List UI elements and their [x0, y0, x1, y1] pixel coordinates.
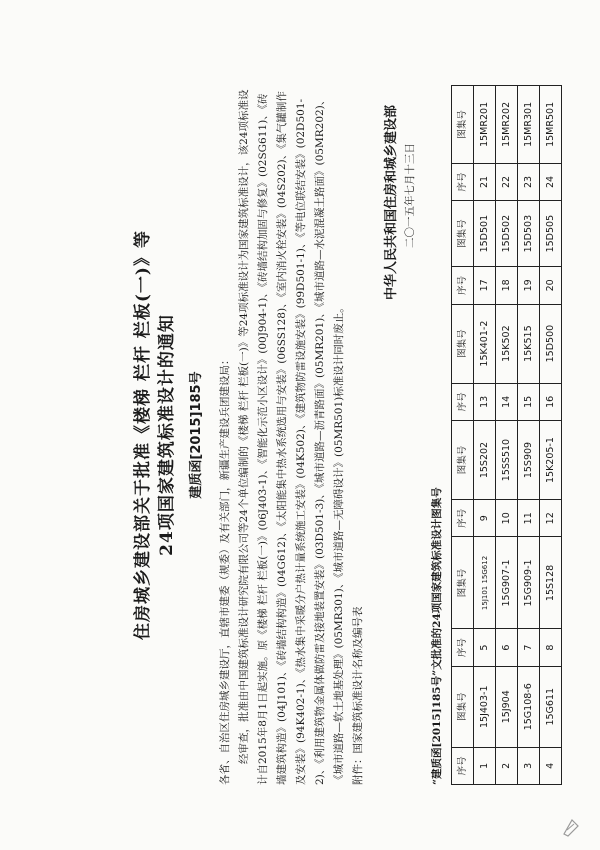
header-cell: 图集号 — [452, 420, 474, 499]
table-cell: 15K502 — [496, 304, 518, 383]
atlas-number-table — [451, 85, 562, 785]
table-cell: 15S128 — [540, 537, 562, 629]
table-cell: 15MR501 — [540, 86, 562, 164]
issue-date: 二〇一五年七月十三日 — [404, 143, 416, 248]
table-cell: 15MR202 — [496, 86, 518, 164]
header-cell: 图集号 — [452, 201, 474, 267]
table-cell: 15K401-2 — [474, 304, 496, 383]
table-cell: 15K515 — [518, 304, 540, 383]
issuer-signature: 中华人民共和国住房和城乡建设部 — [384, 105, 399, 301]
table-cell: 2 — [496, 747, 518, 784]
table-cell: 15MR301 — [518, 86, 540, 164]
table-cell: 1 — [474, 747, 496, 784]
table-cell: 15SS510 — [496, 420, 518, 499]
header-cell: 序号 — [452, 163, 474, 200]
title-line-2: 24项国家建筑标准设计的通知 — [157, 314, 177, 556]
document-number: 建质函[2015]185号 — [189, 371, 204, 499]
table-cell: 11 — [518, 500, 540, 537]
table-cell: 15MR201 — [474, 86, 496, 164]
table-cell: 15D500 — [540, 304, 562, 383]
table-cell: 5 — [474, 629, 496, 666]
table-cell: 15G108-6 — [518, 666, 540, 747]
table-cell: 6 — [496, 629, 518, 666]
table-cell: 20 — [540, 267, 562, 304]
header-cell: 序号 — [452, 267, 474, 304]
table-cell: 21 — [474, 163, 496, 200]
table-cell: 15D501 — [474, 201, 496, 267]
table-cell: 15S909 — [518, 420, 540, 499]
table-row — [540, 86, 562, 785]
table-header-row — [452, 86, 474, 785]
table-cell: 4 — [540, 747, 562, 784]
table-cell: 24 — [540, 163, 562, 200]
table-cell: 15D503 — [518, 201, 540, 267]
table-cell: 15G611 — [540, 666, 562, 747]
table-caption: “建质函[2015]185号”文批准的24项国家建筑标准设计图集号 — [431, 487, 443, 785]
table-cell: 15J403-1 — [474, 666, 496, 747]
table-cell: 14 — [496, 383, 518, 420]
table-cell: 19 — [518, 267, 540, 304]
header-cell: 图集号 — [452, 537, 474, 629]
table-cell: 15G907-1 — [496, 537, 518, 629]
table-cell: 15K205-1 — [540, 420, 562, 499]
header-cell: 图集号 — [452, 304, 474, 383]
header-cell: 图集号 — [452, 86, 474, 164]
table-cell: 15 — [518, 383, 540, 420]
table-cell: 18 — [496, 267, 518, 304]
table-cell: 15D505 — [540, 201, 562, 267]
table-cell: 8 — [540, 629, 562, 666]
addressee-paragraph: 各省、自治区住房城乡建设厅，直辖市建委（规委）及有关部门，新疆生产建设兵团建设局： — [219, 354, 231, 785]
body-paragraph: 经审查，批准由中国建筑标准设计研究院有限公司等24个单位编制的《楼梯 栏杆 栏板(一)》等24项标准设计为国家建筑标准设计，该24项标准设计自2015年8月1日起实施。原《楼梯 栏杆 栏板(一)》(06J403-1)、《智能化示范小区设计》(00J904-1)、《砖墙结构加固与修复》(02SG611)、《砖墙建筑构造》(04J101)、《砖墙结构构造》(04G612)、《太阳能集中热水系统选用与安装》(06SS128)、《室内消火栓安装》(04S202)、《集气罐制作及安装》(94K402-1)、《热水集中采暖分户热计量系统施工安装》(04K502)、《建筑物防雷设施安装》(99D501-1)、《等电位联结安装》(02D501-2)、《利用建筑物金属体做防雷及接地装置安装》(03D501-3)、《城市道路—沥青路面》(05MR201)、《城市道路—水泥混凝土路面》(05MR202)、《城市道路—软土地基处理》(05MR301)、《城市道路—无障碍设计》(05MR501)标准设计同时废止。 — [238, 89, 345, 785]
table-cell: 22 — [496, 163, 518, 200]
header-cell: 序号 — [452, 747, 474, 784]
title-line-1: 住房城乡建设部关于批准《楼梯 栏杆 栏板(一)》等 — [133, 230, 153, 640]
header-cell: 图集号 — [452, 666, 474, 747]
notice-title — [131, 85, 179, 785]
attachment-note: 附件：国家建筑标准设计名称及编号表 — [352, 606, 364, 785]
table-cell: 13 — [474, 383, 496, 420]
header-cell: 序号 — [452, 383, 474, 420]
table-cell: 17 — [474, 267, 496, 304]
table-cell: 15J904 — [496, 666, 518, 747]
table-row — [518, 86, 540, 785]
header-cell: 序号 — [452, 629, 474, 666]
table-cell: 15G909-1 — [518, 537, 540, 629]
table-cell: 12 — [540, 500, 562, 537]
table-cell: 15D502 — [496, 201, 518, 267]
table-cell: 10 — [496, 500, 518, 537]
table-row — [496, 86, 518, 785]
table-cell: 15S202 — [474, 420, 496, 499]
corner-mark-icon — [560, 816, 582, 838]
header-cell: 序号 — [452, 500, 474, 537]
table-cell: 23 — [518, 163, 540, 200]
table-cell: 9 — [474, 500, 496, 537]
rotated-notice — [125, 85, 556, 785]
table-cell: 7 — [518, 629, 540, 666]
table-row — [474, 86, 496, 785]
table-cell: 15J101 15G612 — [474, 537, 496, 629]
table-cell: 16 — [540, 383, 562, 420]
table-cell: 3 — [518, 747, 540, 784]
